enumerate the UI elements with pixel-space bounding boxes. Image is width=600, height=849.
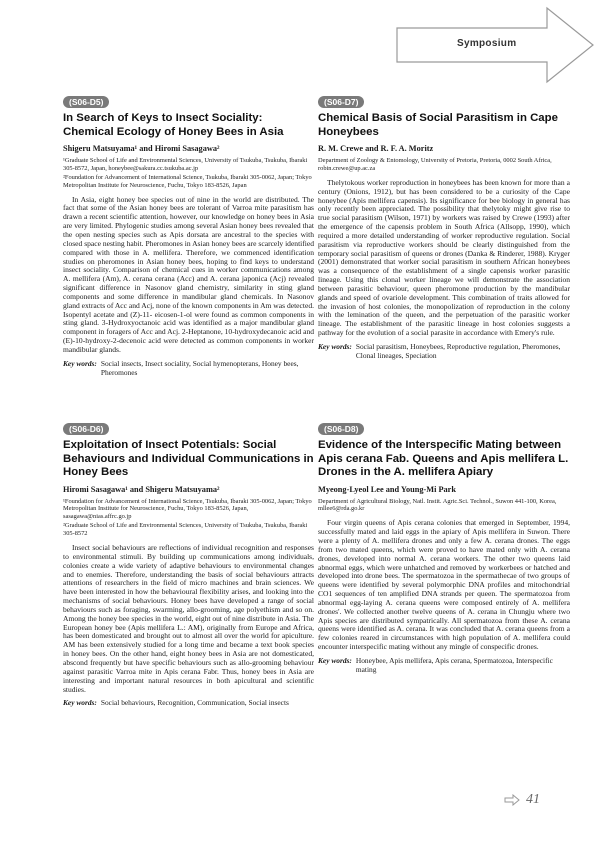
article-title: In Search of Keys to Insect Sociality: Chemical Ecology of Honey Bees in Asia (63, 112, 284, 138)
article-title: Chemical Basis of Social Parasitism in Cape Honeybees (318, 112, 558, 138)
session-code-badge: (S06-D5) (63, 96, 109, 108)
section-arrow (395, 6, 595, 84)
article-s06-d8 (318, 419, 570, 675)
keywords-label: Key words: (318, 655, 352, 665)
affiliation-1: Department of Zoology & Entomology, University of Pretoria, Pretoria, 0002 South Africa, robin.crewe@up.ac.za (318, 157, 552, 172)
affiliation-1: ¹Foundation for Advancement of International Science, Tsukuba, Ibaraki 305-0062, Japan; Tokyo Metropolitan Institute for Neuroscience, Fuchu, Tokyo 183-8526, Japan, sasagawa@nias.affrc.go.jp (63, 497, 312, 521)
keywords-list: Social parasitism, Honeybees, Reproductive regulation, Pheromones, Clonal lineages, Speciation (355, 342, 561, 360)
keywords (63, 699, 314, 708)
keywords-list: Honeybee, Apis mellifera, Apis cerana, Spermatozoa, Interspecific mating (355, 655, 553, 674)
affiliation-1: ¹Graduate School of Life and Environmental Sciences, University of Tsukuba, Tsukuba, Ibaraki 305-8572, Japan, honeybee@sakura.cc.tsukuba.ac.jp (63, 157, 308, 172)
session-code-badge: (S06-D8) (318, 423, 364, 435)
abstract-body: Insect social behaviours are reflections of individual recognition and responses to environmental stimuli. By building up communications among individuals, colonies create a wide variety of adaptive behaviours to environmental changes and to enemies. Therefore, understanding the basis of social behaviours attracts attentions of researchers in the field of micro machines and brain sciences. We have been interested in how the behavioural flexibility arises, and looking into the mechanisms of social behaviours. Honey bees have developed a range of social behaviours such as foraging, swarming, allo-grooming, age polyethism and so on. Among the honey bee species in the world, eight out of nine distribute in Asia. The European honey bee (Apis mellifera L.: AM), originally from Europe and Africa, has been domesticated and brought out to almost all over the world for apiculture. AM has been extensively studied for a long time and became a text book species in honey bees. On the other hand, eight honey bees in Asia are not domesticated, abscond frequently but have specific behaviours such as allo-grooming behaviour against parasitic Varroa mite in Apis cerana Fabr. Thus, honey bees in Asia are interesting and important natural resources in both apicultural and scientific studies. (63, 543, 314, 694)
article-s06-d7 (318, 92, 570, 361)
keywords-label: Key words: (63, 358, 97, 368)
keywords (318, 657, 570, 675)
keywords-list: Social behaviours, Recognition, Communication, Social insects (100, 698, 289, 708)
article-title: Exploitation of Insect Potentials: Social Behaviours and Individual Communications in Honey Bees (63, 439, 314, 478)
page-footer (504, 792, 540, 808)
keywords-list: Social insects, Insect sociality, Social hymenopterans, Honey bees, Pheromones (100, 358, 299, 377)
keywords (318, 343, 570, 361)
abstract-body: In Asia, eight honey bee species out of nine in the world are distributed. The fact that some of the Asian honey bees are tolerant of Varroa mite parasitism has drawn a recent scientific attention, however, our knowledge on honey bees in Asia are very limited. Phylogenic studies among several Asian honey bees revealed that the open nesting species such as Apis dorsata are ancestral to the species with closed space nesting habit. Pheromones in Asian honey bees are scarcely identified compared with those in A. mellifera. Therefore, we commenced identification studies on pheromones in Asian honey bees, hoping to find keys to understand insect sociality. Comparison of chemical cues in worker communications among A. mellifera (Am), A. cerana cerana (Acc) and A. cerana japonica (Acj) revealed significant difference in Nasonov gland chemistry, similarity in sting gland components and some difference in mandibular gland chemicals. In Nasonov gland extracts of Acc and Acj, none of the known components in Am was detected. Isopentyl acetate and (Z)-11- eicosen-1-ol were found as common components in sting gland. 3-Hydroxyoctanoic acid was identified as a major mandibular gland component in foragers of Acc and Acj. 2-Heptanone, 10-hydroxydecanoic acid and (E)-10-hydroxy-2-decenoic acid were detected as common components in worker mandibular glands. (63, 194, 314, 354)
keywords-label: Key words: (318, 342, 352, 351)
affiliation-2: ²Foundation for Advancement of International Science, Tsukuba, Ibaraki 305-0062, Japan; Tokyo Metropolitan Institute for Neuroscience, Fuchu, Tokyo 183-8526, Japan (63, 173, 312, 189)
article-s06-d5 (63, 92, 314, 377)
article-authors: R. M. Crewe and R. F. A. Moritz (318, 144, 434, 153)
abstract-body: Thelytokous worker reproduction in honeybees has been known for more than a century (Onions, 1912), but has been considered to be a curiosity of the Cape honeybee (Apis mellifera capensis). Its significance for bee biology in general has only recently been appreciated. The possibility that thelytoky might give rise to true social parasitism (Wilson, 1971) by workers was raised by Crewe (1993) after the emergence of the capensis problem in South Africa (Allsopp, 1990), which required a more detailed understanding of worker reproductive regulation. Social parasitism via reproductive workers should be clearly distinguished from the temporary social parasitism of queens or drones (Danka & Rinderer, 1988). Kryger (2001) demonstrated that worker social parasitism in southern African honeybees was a consequence of the establishment of a single capensis worker parasitic lineage. Using this clonal worker lineage we will demonstrate the association between parasitic behaviour, queen pheromone production by the mandibular glands and speed of ovariole development. This combination of traits allowed for the invasion of host colonies, the monopolization of reproduction in the colony with the lemination of the queen, and the perpetuation of the parasitic worker lineage. The establishment of the parasitic lineage in host colonies suggests a pathway for the evolution of a social parasite in accordance with Emery's rule. (318, 177, 570, 338)
session-code-badge: (S06-D6) (63, 423, 109, 435)
affiliation-2: ²Graduate School of Life and Environmental Sciences, University of Tsukuba, Tsukuba, Ibaraki 305-8572 (63, 522, 308, 538)
section-label: Symposium (457, 38, 517, 49)
abstract-body: Four virgin queens of Apis cerana colonies that emerged in September, 1994, successfully mated and laid eggs in the apiary of Apis mellifera in Suwon. There were a plenty of A. mellifera drones and only a few A. cerana drones. The eggs from two mated queens, which were proved to have mated only with A. cerana drones, developed into normal A. cerana workers. The other two queens laid abnormal eggs, which were unhatched and removed by workerbees or hatched and developed into drone bees. The spermatozoa in the spermathecae of two groups of queens were identified by several polymorphic DNA profiles and mitochondrial CO1 sequences of ten amplified DNA strands per queen. The spermatozoa from abnormal egg-laying A. cerana queens were composed entirely of A. mellifera drones'. We collected another twelve queens of A. cerana in Chungju where two Apis species are distributed sympatrically. All spermatozoa from these A. cerana queens were identified as A. cerana. It was concluded that A. cerana queens from a few colonies reared in circumstances with high population of A. mellifera could encounter interspecific mating without any mingle of conspecific drones. (318, 518, 570, 652)
article-title: Evidence of the Interspecific Mating between Apis cerana Fab. Queens and Apis mellifera L. Drones in the A. mellifera Apiary (318, 439, 569, 478)
article-authors: Hiromi Sasagawa¹ and Shigeru Matsuyama² (63, 484, 220, 494)
article-authors: Myeong-Lyeol Lee and Young-Mi Park (318, 484, 456, 494)
page-arrow-icon (504, 794, 520, 806)
page-number: 41 (526, 792, 540, 807)
keywords (63, 360, 314, 378)
article-authors: Shigeru Matsuyama¹ and Hiromi Sasagawa² (63, 144, 220, 153)
article-s06-d6 (63, 419, 314, 708)
affiliation-1: Department of Agricultural Biology, Natl. Instit. Agric.Sci. Technol., Suwon 441-100, Korea, mllee6@rda.go.kr (318, 497, 557, 513)
session-code-badge: (S06-D7) (318, 96, 364, 108)
keywords-label: Key words: (63, 698, 97, 708)
